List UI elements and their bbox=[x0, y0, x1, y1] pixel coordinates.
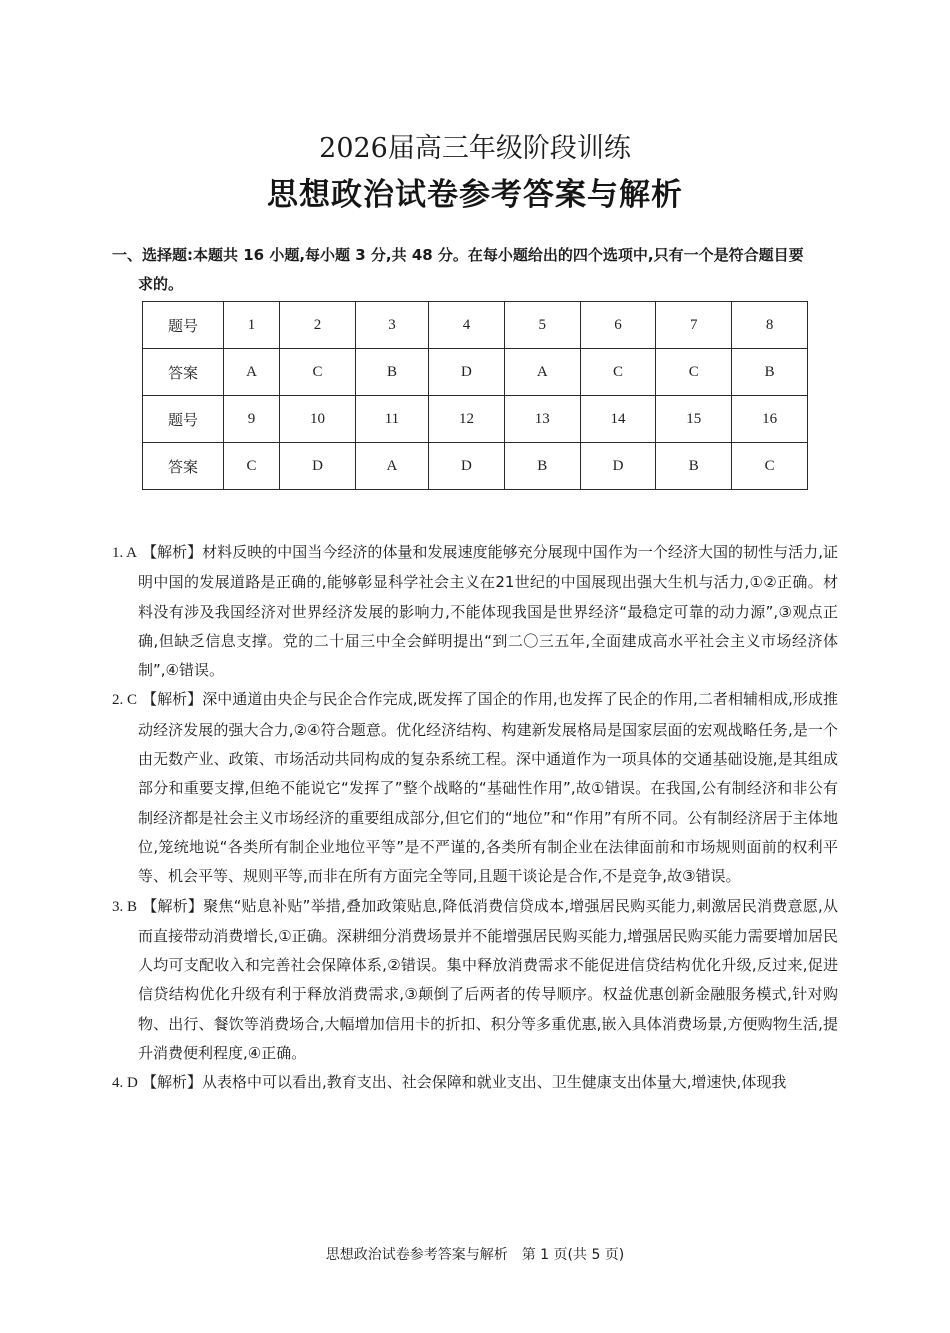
row-label: 题号 bbox=[143, 302, 224, 349]
explanation-item-4 bbox=[112, 1068, 838, 1098]
table-cell: D bbox=[580, 443, 656, 490]
table-row-question-numbers-1 bbox=[143, 302, 808, 349]
row-label: 答案 bbox=[143, 349, 224, 396]
section-heading-line2: 求的。 bbox=[138, 275, 184, 293]
table-cell: C bbox=[224, 443, 280, 490]
table-cell: A bbox=[224, 349, 280, 396]
table-cell: C bbox=[656, 349, 732, 396]
table-cell: A bbox=[355, 443, 428, 490]
table-cell: 3 bbox=[355, 302, 428, 349]
row-label: 答案 bbox=[143, 443, 224, 490]
page-footer bbox=[0, 1244, 950, 1264]
table-cell: 8 bbox=[732, 302, 808, 349]
explanation-text: 材料反映的中国当今经济的体量和发展速度能够充分展现中国作为一个经济大国的韧性与活力,证明中国的发展道路是正确的,能够彰显科学社会主义在21世纪的中国展现出强大生机与活力,①②正确。材料没有涉及我国经济对世界经济发展的影响力,不能体现我国是世界经济“最稳定可靠的动力源”,③观点正确,但缺乏信息支撑。党的二十届三中全会鲜明提出“到二〇三五年,全面建成高水平社会主义市场经济体制”,④错误。 bbox=[138, 543, 838, 680]
analysis-tag: 【解析】 bbox=[142, 1073, 203, 1092]
analysis-tag: 【解析】 bbox=[142, 543, 203, 561]
table-cell: B bbox=[504, 443, 580, 490]
footer-document-name: 思想政治试卷参考答案与解析 bbox=[325, 1247, 508, 1263]
table-cell: 6 bbox=[580, 302, 656, 349]
explanation-text: 聚焦“贴息补贴”举措,叠加政策贴息,降低消费信贷成本,增强居民购买能力,刺激居民消费意愿,从而直接带动消费增长,①正确。深耕细分消费场景并不能增强居民购买能力,增强居民购买能力需要增加居民人均可支配收入和完善社会保障体系,②错误。集中释放消费需求不能促进信贷结构优化升级,反过来,促进信贷结构优化升级有利于释放消费需求,③颠倒了后两者的传导顺序。权益优惠创新金融服务模式,针对购物、出行、餐饮等消费场合,大幅增加信用卡的折扣、积分等多重优惠,嵌入具体消费场景,方便购物生活,提升消费便利程度,④正确。 bbox=[138, 896, 838, 1063]
table-cell: 12 bbox=[429, 396, 505, 443]
table-cell: C bbox=[580, 349, 656, 396]
document-title-line2: 思想政治试卷参考答案与解析 bbox=[267, 177, 683, 213]
table-cell: C bbox=[732, 443, 808, 490]
explanation-text: 从表格中可以看出,教育支出、社会保障和就业支出、卫生健康支出体量大,增速快,体现我 bbox=[202, 1073, 787, 1092]
table-cell: 5 bbox=[504, 302, 580, 349]
table-cell: D bbox=[429, 349, 505, 396]
explanation-item-3 bbox=[112, 892, 838, 1069]
table-cell: A bbox=[504, 349, 580, 396]
table-cell: 9 bbox=[224, 396, 280, 443]
table-cell: B bbox=[355, 349, 428, 396]
row-label: 题号 bbox=[143, 396, 224, 443]
question-answer-number: 3. B bbox=[112, 898, 138, 915]
table-cell: D bbox=[280, 443, 356, 490]
table-cell: 10 bbox=[280, 396, 356, 443]
table-cell: 7 bbox=[656, 302, 732, 349]
table-cell: 14 bbox=[580, 396, 656, 443]
table-cell: 11 bbox=[355, 396, 428, 443]
table-cell: B bbox=[656, 443, 732, 490]
table-row-answers-1 bbox=[143, 349, 808, 396]
table-cell: B bbox=[732, 349, 808, 396]
explanations-list bbox=[112, 538, 838, 1099]
footer-page-number: 第 1 页(共 5 页) bbox=[521, 1247, 625, 1263]
answer-key-table bbox=[142, 301, 808, 490]
explanation-text: 深中通道由央企与民企合作完成,既发挥了国企的作用,也发挥了民企的作用,二者相辅相成,形成推动经济发展的强大合力,②④符合题意。优化经济结构、构建新发展格局是国家层面的宏观战略任务,是一个由无数产业、政策、市场活动共同构成的复杂系统工程。深中通道作为一项具体的交通基础设施,是其组成部分和重要支撑,但绝不能说它“发挥了”整个战略的“基础性作用”,故①错误。在我国,公有制经济和非公有制经济都是社会主义市场经济的重要组成部分,但它们的“地位”和“作用”有所不同。公有制经济居于主体地位,笼统地说“各类所有制企业地位平等”是不严谨的,各类所有制企业在法律面前和市场规则面前的权利平等、机会平等、规则平等,而非在所有方面完全等同,且题干谈论是合作,不是竞争,故③错误。 bbox=[138, 690, 838, 886]
table-cell: 1 bbox=[224, 302, 280, 349]
section-heading-line1: 一、选择题:本题共 16 小题,每小题 3 分,共 48 分。在每小题给出的四个选项中,只有一个是符合题目要 bbox=[112, 246, 804, 264]
question-answer-number: 2. C bbox=[112, 692, 138, 709]
question-answer-number: 4. D bbox=[112, 1075, 138, 1092]
analysis-tag: 【解析】 bbox=[142, 690, 203, 709]
table-cell: 15 bbox=[656, 396, 732, 443]
table-cell: 13 bbox=[504, 396, 580, 443]
section-heading-multiple-choice bbox=[112, 241, 847, 299]
table-cell: 2 bbox=[280, 302, 356, 349]
table-cell: D bbox=[429, 443, 505, 490]
analysis-tag: 【解析】 bbox=[142, 896, 204, 915]
table-cell: 16 bbox=[732, 396, 808, 443]
question-answer-number: 1. A bbox=[112, 545, 138, 561]
document-title-line1: 2026届高三年级阶段训练 bbox=[319, 133, 631, 164]
table-row-question-numbers-2 bbox=[143, 396, 808, 443]
table-cell: C bbox=[280, 349, 356, 396]
explanation-item-2 bbox=[112, 685, 838, 891]
explanation-item-1 bbox=[112, 538, 838, 685]
table-row-answers-2 bbox=[143, 443, 808, 490]
table-cell: 4 bbox=[429, 302, 505, 349]
